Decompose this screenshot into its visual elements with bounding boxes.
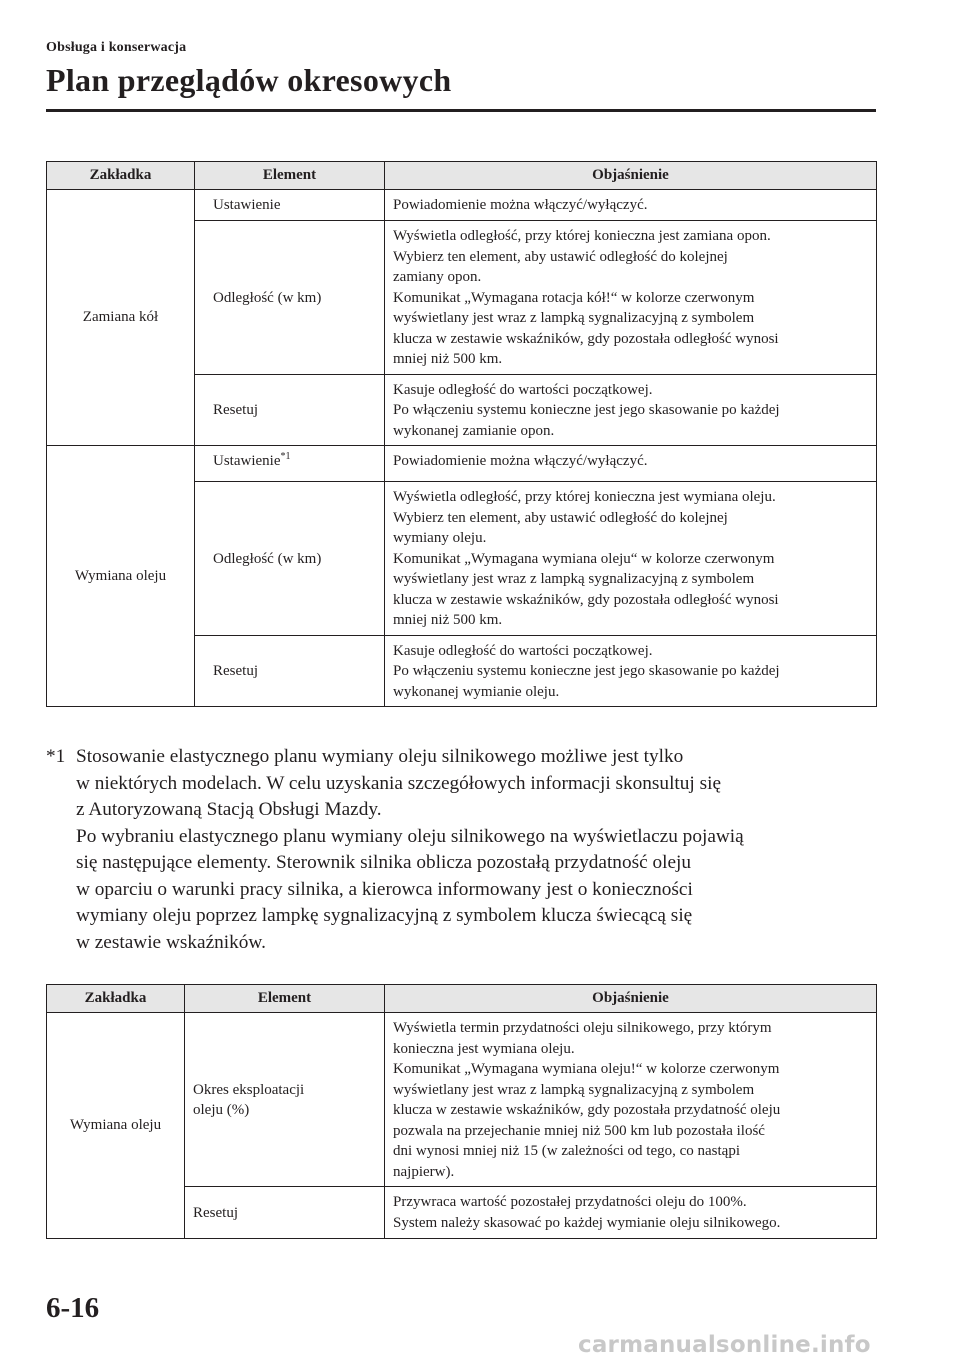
explanation-cell xyxy=(385,635,877,707)
explanation-line: wymiany oleju. xyxy=(393,530,487,546)
footnote xyxy=(46,744,896,956)
element-cell: Ustawienie xyxy=(195,190,385,221)
explanation-line: dni wynosi mniej niż 15 (w zależności od tego, co nastąpi xyxy=(393,1143,740,1159)
tab-cell-oil-change: Wymiana oleju xyxy=(47,446,195,707)
explanation-line: Komunikat „Wymagana wymiana oleju!“ w kolorze czerwonym xyxy=(393,1061,780,1077)
footnote-text: Stosowanie elastycznego planu wymiany oleju silnikowego możliwe jest tylko xyxy=(76,746,684,767)
explanation-cell xyxy=(385,221,877,375)
explanation-line: wyświetlany jest wraz z lampką sygnalizacyjną z symbolem xyxy=(393,571,755,587)
settings-table-oil-life xyxy=(46,984,877,1239)
element-line: oleju (%) xyxy=(193,1102,250,1118)
element-cell: Resetuj xyxy=(195,635,385,707)
explanation-cell xyxy=(385,190,877,221)
explanation-line: konieczna jest wymiana oleju. xyxy=(393,1040,575,1057)
table-header-row xyxy=(47,985,877,1013)
element-line: Okres eksploatacji xyxy=(193,1081,305,1098)
explanation-line: Wybierz ten element, aby ustawić odległość do kolejnej xyxy=(393,248,728,265)
footnote-line: w oparciu o warunki pracy silnika, a kierowca informowany jest o konieczności xyxy=(76,878,693,900)
tab-cell-tire-rotation: Zamiana kół xyxy=(47,190,195,446)
element-cell: Resetuj xyxy=(185,1187,385,1239)
explanation-line: Powiadomienie można włączyć/wyłączyć. xyxy=(393,197,648,213)
element-cell: Odległość (w km) xyxy=(195,221,385,375)
explanation-line: Wyświetla odległość, przy której konieczna jest zamiana opon. xyxy=(393,228,771,244)
column-header-explanation: Objaśnienie xyxy=(385,985,877,1013)
footnote-line xyxy=(46,744,896,771)
explanation-line: Komunikat „Wymagana wymiana oleju“ w kolorze czerwonym xyxy=(393,550,775,567)
explanation-line: Kasuje odległość do wartości początkowej. xyxy=(393,642,653,659)
explanation-cell xyxy=(385,1187,877,1239)
explanation-line: klucza w zestawie wskaźników, gdy pozostała odległość wynosi xyxy=(393,591,779,608)
column-header-tab: Zakładka xyxy=(47,162,195,190)
page-number: 6-16 xyxy=(46,1292,100,1324)
table-row xyxy=(47,1013,877,1187)
explanation-line: wykonanej zamianie opon. xyxy=(393,422,555,439)
explanation-cell xyxy=(385,482,877,636)
section-label: Obsługa i konserwacja xyxy=(46,40,187,55)
explanation-cell xyxy=(385,374,877,446)
explanation-line: zamiany opon. xyxy=(393,269,482,285)
column-header-tab: Zakładka xyxy=(47,985,185,1013)
table-row xyxy=(47,446,877,482)
footnote-mark: *1 xyxy=(280,451,291,462)
explanation-line: klucza w zestawie wskaźników, gdy pozostała odległość wynosi xyxy=(393,330,779,347)
explanation-line: Wyświetla odległość, przy której konieczna jest wymiana oleju. xyxy=(393,489,776,505)
explanation-line: Kasuje odległość do wartości początkowej. xyxy=(393,381,653,398)
page-title: Plan przeglądów okresowych xyxy=(46,62,452,98)
explanation-line: Wybierz ten element, aby ustawić odległość do kolejnej xyxy=(393,509,728,526)
explanation-line: Komunikat „Wymagana rotacja kół!“ w kolorze czerwonym xyxy=(393,289,755,306)
explanation-line: najpierw). xyxy=(393,1163,455,1180)
title-rule xyxy=(46,109,876,112)
column-header-element: Element xyxy=(195,162,385,190)
watermark: carmanualsonline.info xyxy=(578,1332,871,1358)
explanation-line: mniej niż 500 km. xyxy=(393,351,503,367)
element-cell xyxy=(185,1013,385,1187)
table-header-row xyxy=(47,162,877,190)
column-header-element: Element xyxy=(185,985,385,1013)
footnote-line: Po wybraniu elastycznego planu wymiany oleju silnikowego na wyświetlaczu pojawią xyxy=(76,825,744,847)
explanation-line: Przywraca wartość pozostałej przydatności oleju do 100%. xyxy=(393,1194,747,1210)
explanation-line: mniej niż 500 km. xyxy=(393,612,503,628)
footnote-line: w zestawie wskaźników. xyxy=(76,931,266,953)
explanation-line: System należy skasować po każdej wymianie oleju silnikowego. xyxy=(393,1214,781,1231)
explanation-cell xyxy=(385,1013,877,1187)
explanation-line: wykonanej wymianie oleju. xyxy=(393,683,560,700)
explanation-line: Wyświetla termin przydatności oleju silnikowego, przy którym xyxy=(393,1020,772,1036)
element-cell: Odległość (w km) xyxy=(195,482,385,636)
explanation-line: klucza w zestawie wskaźników, gdy pozostała przydatność oleju xyxy=(393,1102,781,1118)
footnote-line: z Autoryzowaną Stacją Obsługi Mazdy. xyxy=(76,799,382,820)
footnote-marker: *1 xyxy=(46,746,66,767)
element-cell: Resetuj xyxy=(195,374,385,446)
explanation-line: wyświetlany jest wraz z lampką sygnalizacyjną z symbolem xyxy=(393,1081,755,1098)
column-header-explanation: Objaśnienie xyxy=(385,162,877,190)
element-cell xyxy=(195,446,385,482)
footnote-line: się następujące elementy. Sterownik silnika oblicza pozostałą przydatność oleju xyxy=(76,852,692,873)
explanation-line: Po włączeniu systemu konieczne jest jego skasowanie po każdej xyxy=(393,402,780,418)
element-label: Ustawienie xyxy=(213,453,281,469)
explanation-line: wyświetlany jest wraz z lampką sygnalizacyjną z symbolem xyxy=(393,310,755,326)
tab-cell-oil-change: Wymiana oleju xyxy=(47,1013,185,1239)
explanation-line: pozwala na przejechanie mniej niż 500 km lub pozostała ilość xyxy=(393,1122,765,1139)
explanation-cell xyxy=(385,446,877,482)
explanation-line: Powiadomienie można włączyć/wyłączyć. xyxy=(393,453,648,469)
table-row xyxy=(47,190,877,221)
footnote-line: wymiany oleju poprzez lampkę sygnalizacyjną z symbolem klucza świecącą się xyxy=(76,905,693,926)
explanation-line: Po włączeniu systemu konieczne jest jego skasowanie po każdej xyxy=(393,663,780,679)
settings-table-rotation-oil xyxy=(46,161,877,707)
footnote-line: w niektórych modelach. W celu uzyskania szczegółowych informacji skonsultuj się xyxy=(76,772,722,794)
